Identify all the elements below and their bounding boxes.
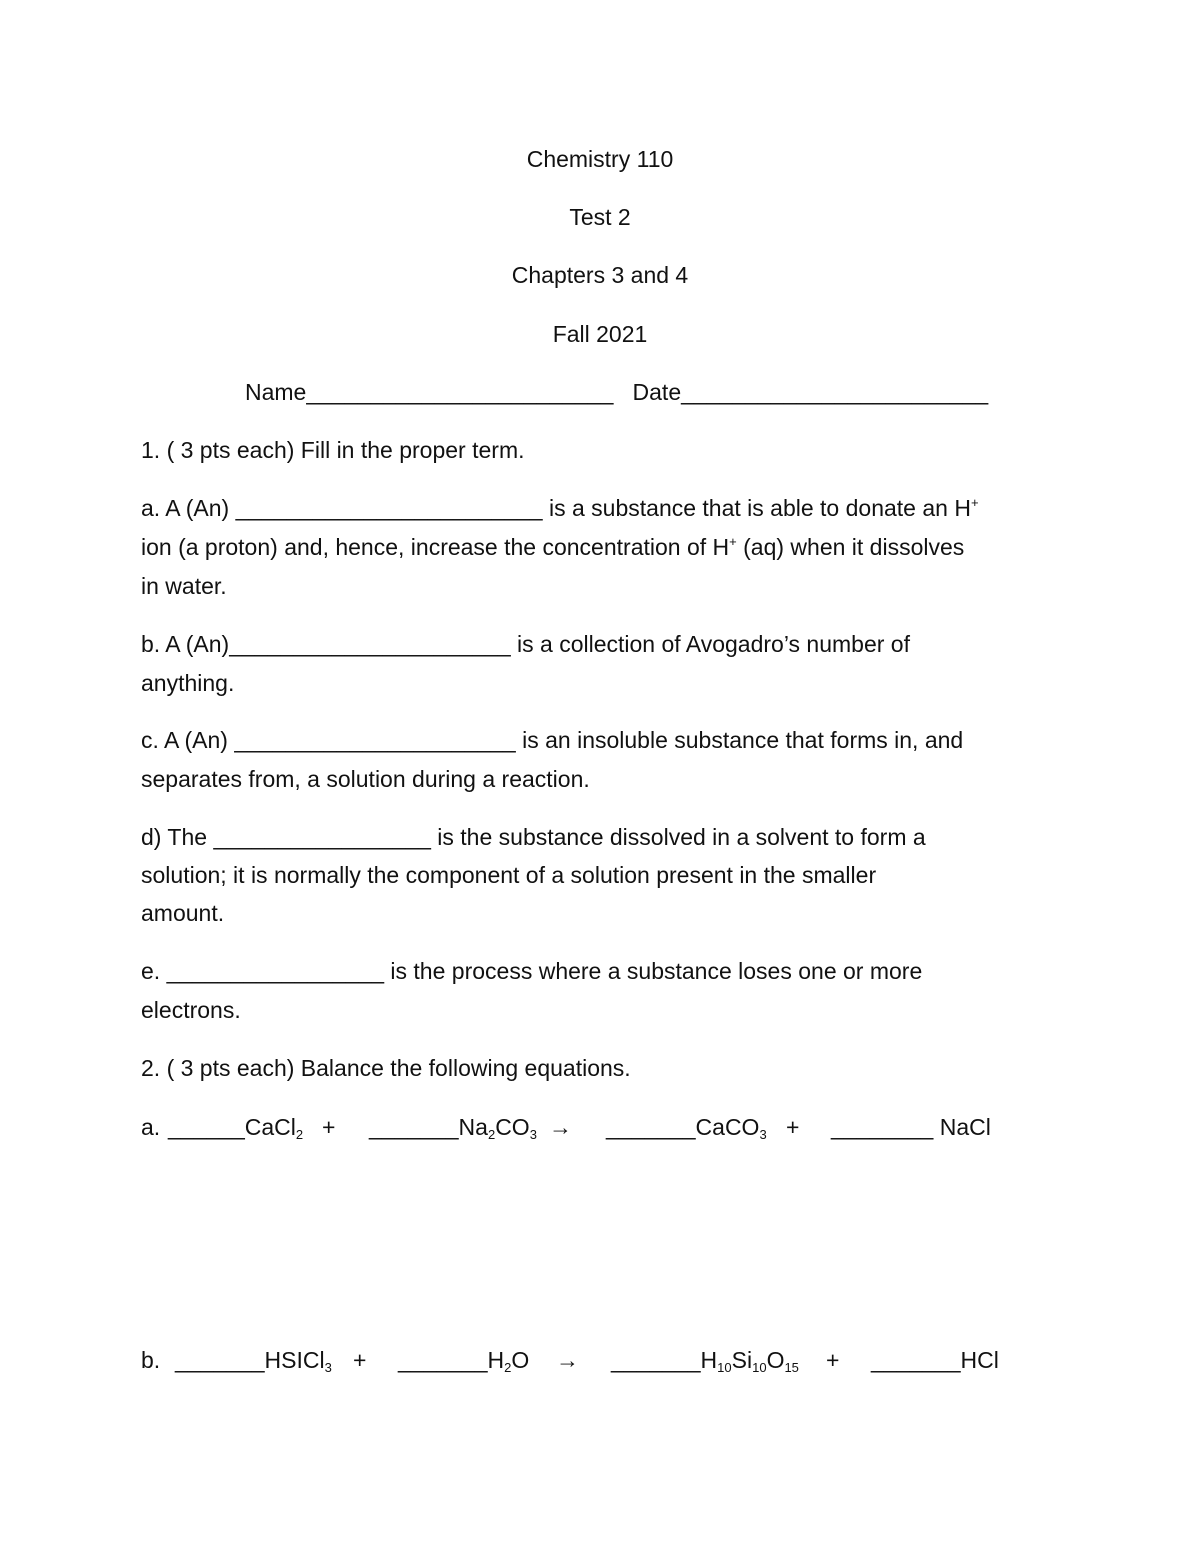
eq-a-plus1: + <box>322 1114 336 1140</box>
eq-b-blank4[interactable]: _______ <box>871 1347 961 1373</box>
eq-a-sub: 2 <box>487 1127 496 1142</box>
q1-instruction: 1. ( 3 pts each) Fill in the proper term. <box>141 437 525 463</box>
q1d-line2: solution; it is normally the component of a solution present in the smaller <box>141 862 877 888</box>
eq-b-sub: 10 <box>717 1360 732 1375</box>
chapters-title: Chapters 3 and 4 <box>511 262 689 288</box>
q1d-line1: d) The _________________ is the substance dissolved in a solvent to form a <box>141 824 926 850</box>
q1a-line1-text: a. A (An) ________________________ is a substance that is able to donate an H <box>141 495 971 521</box>
eq-b-o15: O <box>766 1347 785 1373</box>
q1a-sup2: + <box>729 534 737 549</box>
q1c-line1: c. A (An) ______________________ is an insoluble substance that forms in, and <box>141 727 964 753</box>
q1b-line1: b. A (An)______________________ is a collection of Avogadro’s number of <box>141 631 910 657</box>
q1a-line1 <box>141 495 979 522</box>
eq-b-hsicl: HSICl <box>264 1347 325 1373</box>
eq-b-sub: 15 <box>784 1360 799 1375</box>
q1b-line2: anything. <box>141 670 235 696</box>
eq-b-o: O <box>511 1347 530 1373</box>
eq-a-term1 <box>168 1114 303 1141</box>
eq-b-blank1[interactable]: _______ <box>175 1347 265 1373</box>
eq-b-si: Si <box>731 1347 753 1373</box>
eq-b-term1 <box>175 1347 332 1374</box>
eq-b-plus1: + <box>353 1347 367 1373</box>
q1a-line2-post: (aq) when it dissolves <box>736 534 965 560</box>
eq-a-label: a. <box>141 1114 161 1140</box>
eq-a-sub: 3 <box>529 1127 537 1142</box>
eq-a-nacl: NaCl <box>933 1114 991 1140</box>
date-label: Date <box>632 379 682 405</box>
q1e-line2: electrons. <box>141 997 241 1023</box>
q1d-line3: amount. <box>141 900 225 926</box>
name-date-row <box>245 379 988 406</box>
q1e-line1: e. _________________ is the process where a substance loses one or more <box>141 958 923 984</box>
eq-a-sub: 3 <box>759 1127 767 1142</box>
eq-b-sub: 2 <box>504 1360 512 1375</box>
eq-b-term3 <box>611 1347 799 1374</box>
eq-a-sub: 2 <box>295 1127 304 1142</box>
eq-b-hcl: HCl <box>960 1347 999 1373</box>
eq-b-arrow: → <box>556 1347 579 1373</box>
eq-a-blank4[interactable]: ________ <box>831 1114 934 1140</box>
eq-a-co: CO <box>495 1114 530 1140</box>
eq-a-caco: CaCO <box>695 1114 760 1140</box>
eq-a-term4 <box>831 1114 991 1141</box>
q1c-line2: separates from, a solution during a reaction. <box>141 766 590 792</box>
eq-a-blank3[interactable]: _______ <box>606 1114 696 1140</box>
date-blank[interactable]: ________________________ <box>681 379 989 405</box>
eq-a-blank1[interactable]: ______ <box>168 1114 245 1140</box>
eq-b-label: b. <box>141 1347 161 1373</box>
eq-a-arrow: → <box>549 1114 572 1140</box>
q1a-line3: in water. <box>141 573 227 599</box>
eq-b-h: H <box>487 1347 505 1373</box>
eq-b-plus2: + <box>826 1347 840 1373</box>
eq-a-na: Na <box>458 1114 488 1140</box>
name-blank[interactable]: ________________________ <box>306 379 614 405</box>
eq-b-sub: 3 <box>324 1360 332 1375</box>
eq-a-cacl: CaCl <box>244 1114 296 1140</box>
eq-a-term3 <box>606 1114 767 1141</box>
q1a-line2 <box>141 534 964 561</box>
eq-b-h10: H <box>700 1347 718 1373</box>
eq-b-term4 <box>871 1347 999 1374</box>
eq-a-term2 <box>369 1114 537 1141</box>
test-title: Test 2 <box>569 204 631 230</box>
eq-a-plus2: + <box>786 1114 800 1140</box>
name-label: Name <box>245 379 307 405</box>
eq-b-term2 <box>398 1347 529 1374</box>
course-title: Chemistry 110 <box>526 146 674 172</box>
eq-b-blank3[interactable]: _______ <box>611 1347 701 1373</box>
eq-b-blank2[interactable]: _______ <box>398 1347 488 1373</box>
term-title: Fall 2021 <box>552 321 648 347</box>
eq-b-sub: 10 <box>752 1360 767 1375</box>
q1a-line2-text: ion (a proton) and, hence, increase the concentration of H <box>141 534 730 560</box>
q1a-sup1: + <box>970 495 979 510</box>
q2-instruction: 2. ( 3 pts each) Balance the following equations. <box>141 1055 631 1081</box>
eq-a-blank2[interactable]: _______ <box>369 1114 459 1140</box>
